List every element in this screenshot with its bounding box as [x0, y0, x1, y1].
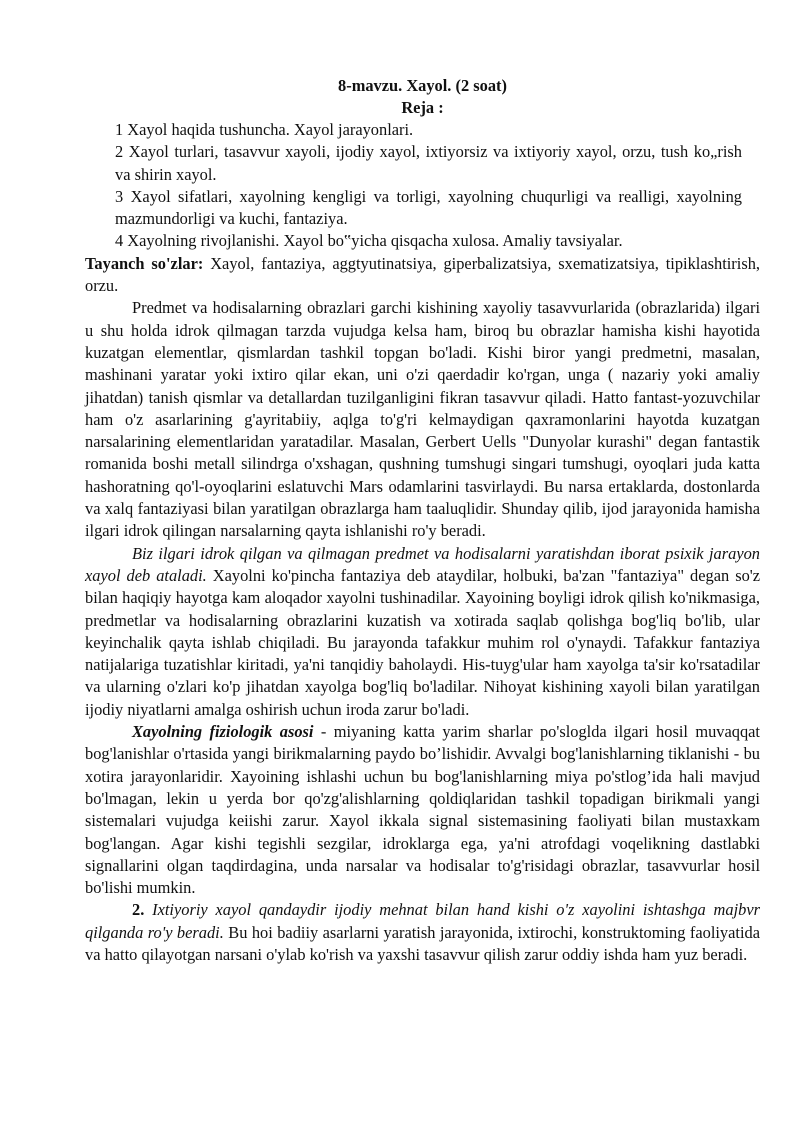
keywords-label: Tayanch so'zlar:	[85, 253, 204, 273]
physiological-basis-term: Xayolning fiziologik asosi	[132, 722, 314, 742]
paragraph-4-text: Bu hoi badiiy asarlarni yaratish jarayonida, ixtirochi, konstruktoming faoliyatida va hatto qilayotgan narsani o'ylab ko'rish va yaxshi tasavvur qilish zarur oddiy ishda ham yuz beradi.	[85, 922, 760, 964]
plan-item-2: 2 Xayol turlari, tasavvur xayoli, ijodiy xayol, ixtiyorsiz va ixtiyoriy xayol, orzu, tush ko„rish va shirin xayol.	[115, 142, 742, 184]
lesson-title: 8-mavzu. Xayol. (2 soat)	[338, 76, 507, 95]
paragraph-3	[85, 721, 760, 899]
plan-title: Reja :	[401, 98, 444, 117]
keywords-paragraph	[85, 253, 760, 298]
paragraph-3-text: - miyaning katta yarim sharlar po'sloglda ilgari hosil muvaqqat bog'lanishlar o'rtasida yangi birikmalarning paydo bo’lishidir. Avvalgi bog'lanishlarning tiklanishi - bu xotira jarayonlaridir. Xayoining ishlashi uchun bu bog'lanishlarning miya po'stlog’ida hali mavjud bo'lmagan, lekin u yerda bor qo'zg'alishlarning qoldiqlaridan tashkil topadigan birikmali yangi sistemalari vujudga keiishi zarur. Xayol ikkala signal sistemasining faoliyati bilan mustaxkam bog'langan. Agar kishi tegishli sezgilar, idroklarga ega, ya'ni atrofdagi voqelikning dastlabki signallarini olgan taqdirdagina, unda narsalar va hodisalar to'g'risidagi obrazlar, tasavvurlar hosil bo'lishi mumkin.	[85, 722, 760, 898]
paragraph-2	[85, 543, 760, 721]
voluntary-imagination-definition: Ixtiyoriy xayol qandaydir ijodiy mehnat bilan hand kishi o'z xayolini ishtashga majbvr qilganda ro'y beradi.	[85, 900, 760, 942]
paragraph-1: Predmet va hodisalarning obrazlari garchi kishining xayoliy tasavvurlarida (obrazlarida) ilgari u shu holda idrok qilmagan tarzda vujudga kelsa ham, biroq bu obrazlar hamisha kishi hayotida kuzatgan elementlar, qismlardan tashkil topgan bo'ladi. Kishi biror yangi predmetni, masalan, mashinani yaratar yoki ixtiro qilar ekan, uni o'zi qaerdadir ko'rgan, unga ( nazariy yoki amaliy jihatdan) tanish qismlar va detallardan tuzilganligini fikran tasavvur qiladi. Hatto fantast-yozuvchilar ham o'z asarlarining g'ayritabiiy, aqlga to'g'ri kelmaydigan qaxramonlarini hayotda kuzatgan narsalarining elementlaridan yaratadilar. Masalan, Gerbert Uells "Dunyolar kurashi" degan fantastik romanida boshi metall silindrga o'xshagan, qushning tumshugi singari tumshugi, oyoqlari juda katta hashoratning qo'l-oyoqlarini eslatuvchi Mars odamlarini tasvirlaydi. Bu narsa ertaklarda, dostonlarda va xalq fantaziyasi bilan yaratilgan obrazlarga ham taaluqlidir. Shunday qilib, ijod jarayonida hamisha ilgari idrok qilingan narsalarning qayta ishlanishi ro'y beradi.	[85, 298, 760, 541]
paragraph-4-number: 2.	[132, 900, 145, 920]
paragraph-2-text: Xayolni ko'pincha fantaziya deb ataydilar, holbuki, ba'zan "fantaziya" degan so'z bilan haqiqiy hayotga kam aloqador xayolni tushinadilar. Xayoining boyligi idrok qilish ko'nikmasiga, predmetlar va hodisalarning obrazlarini kuzatish va xotirada saqlab qolishga bog'liq bo'lib, ular keyinchalik qayta ishlab chiqiladi. Bu jarayonda tafakkur muhim rol o'ynaydi. Tafakkur fantaziya natijalariga tuzatishlar kiritadi, ya'ni tanqidiy baholaydi. His-tuyg'ular ham xayolga ta'sir ko'rsatadilar va ularning o'zlari ko'p jihatdan xayolga bog'liq bo'ladilar. Nihoyat kishining xayoli bilan yaratilgan ijodiy niyatlarni amalga oshirish uchun iroda zarur bo'ladi.	[85, 565, 760, 719]
plan-item-1: 1 Xayol haqida tushuncha. Xayol jarayonlari.	[115, 120, 414, 139]
plan-item-4: 4 Xayolning rivojlanishi. Xayol bo‟yicha qisqacha xulosa. Amaliy tavsiyalar.	[115, 231, 623, 251]
keywords-text: Xayol, fantaziya, aggtyutinatsiya, giperbalizatsiya, sxematizatsiya, tipiklashtirish, orzu.	[85, 253, 760, 296]
paragraph-4	[85, 899, 760, 966]
document-page	[85, 75, 760, 966]
plan-item-3: 3 Xayol sifatlari, xayolning kengligi va torligi, xayolning chuqurligi va realligi, xayolning mazmundorligi va kuchi, fantaziya.	[115, 186, 742, 229]
imagination-definition: Biz ilgari idrok qilgan va qilmagan predmet va hodisalarni yaratishdan iborat psixik jarayon xayol deb ataladi.	[85, 543, 760, 585]
